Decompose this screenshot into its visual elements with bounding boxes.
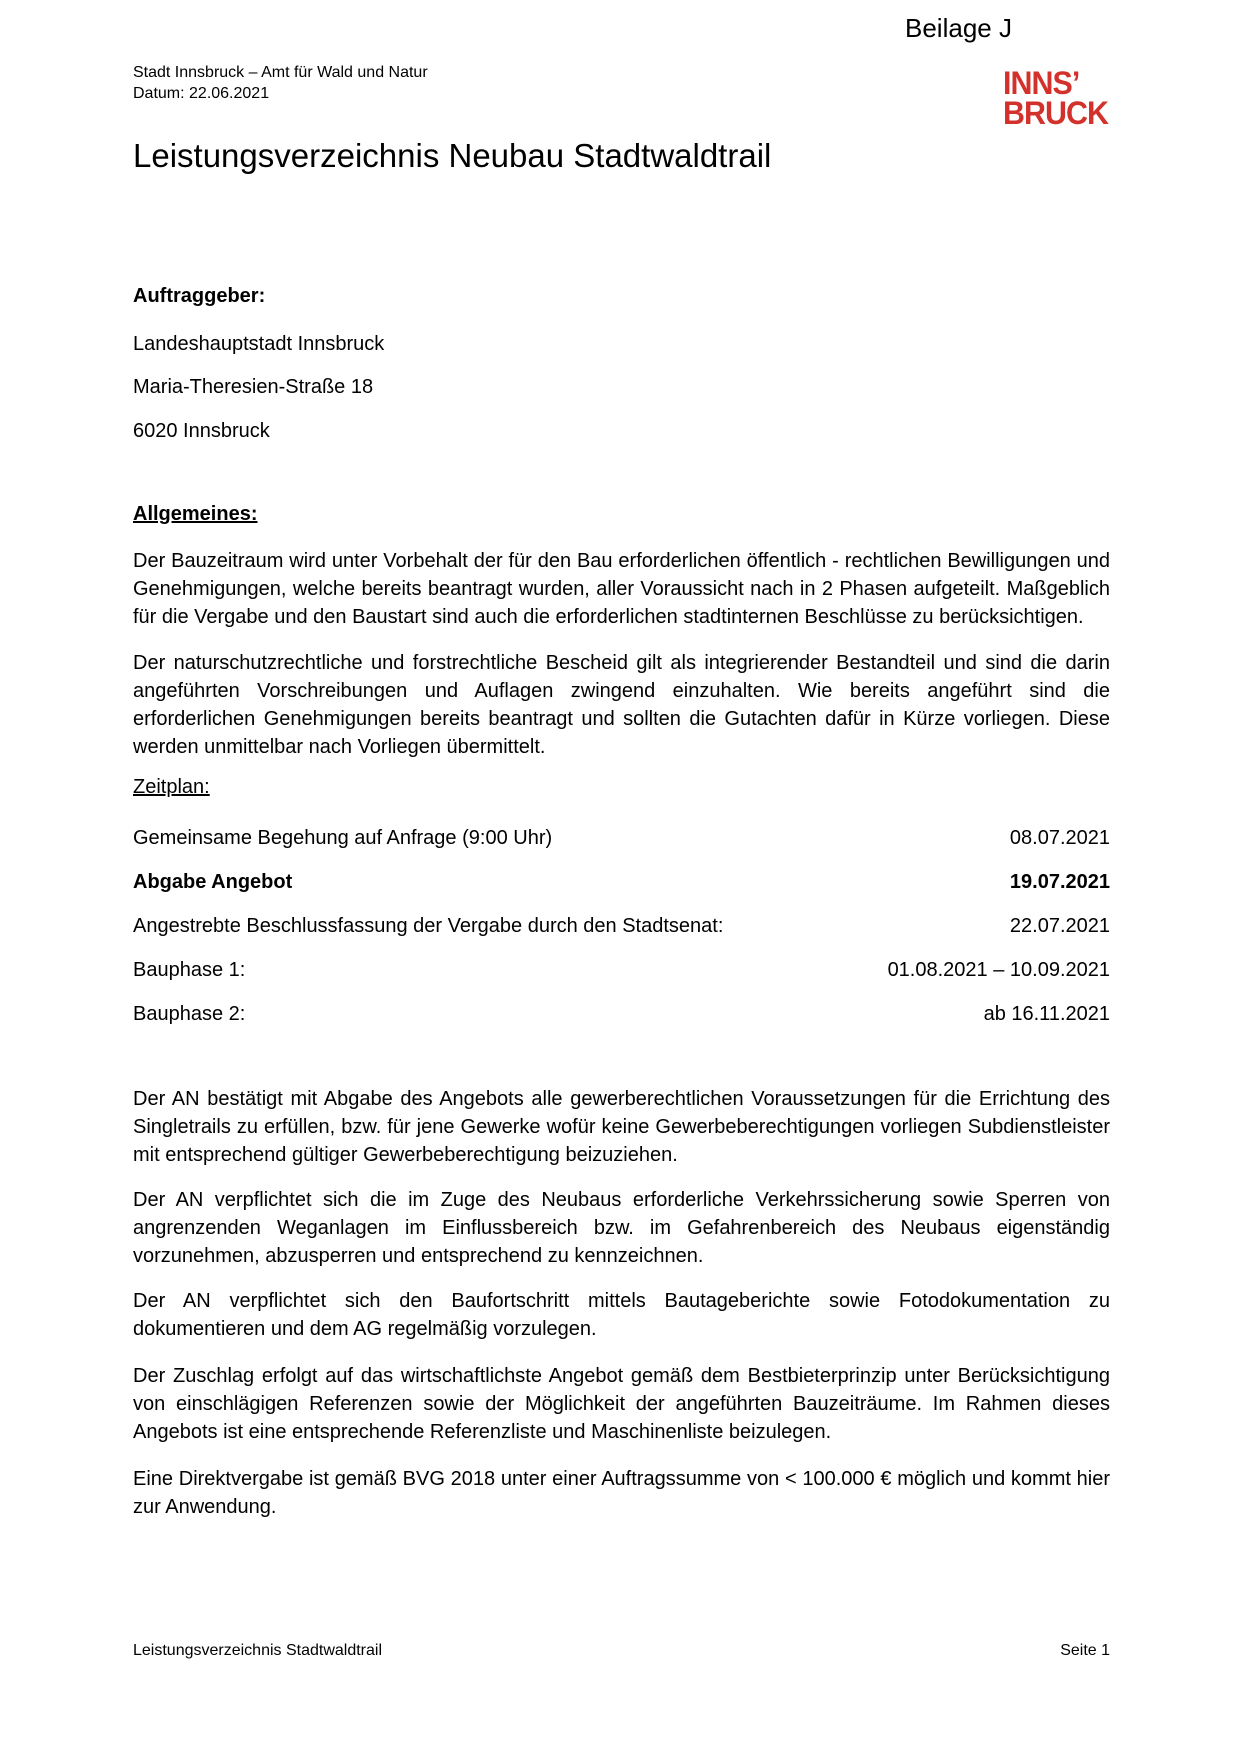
schedule-label: Angestrebte Beschlussfassung der Vergabe durch den Stadtsenat: bbox=[133, 915, 724, 937]
body-paragraph: Der Zuschlag erfolgt auf das wirtschaftlichste Angebot gemäß dem Bestbieterprinzip unter Berücksichtigung von einschlägigen Referenzen sowie der Möglichkeit der angeführten Bauzeiträume. Im Rahmen dieses Angebots ist eine entsprechende Referenzliste und Maschinenliste beizulegen. bbox=[133, 1365, 1110, 1443]
schedule-section-heading: Zeitplan: bbox=[133, 776, 210, 798]
page-footer bbox=[133, 1640, 1110, 1661]
body-paragraph: Der AN bestätigt mit Abgabe des Angebots alle gewerberechtlichen Voraussetzungen für die Errichtung des Singletrails zu erfüllen, bzw. für jene Gewerke wofür keine Gewerbeberechtigungen vorliegen Subdienstleister mit entsprechend gültiger Gewerbeberechtigung beizuziehen. bbox=[133, 1088, 1110, 1166]
schedule-row bbox=[133, 956, 1110, 984]
page-title: Leistungsverzeichnis Neubau Stadtwaldtrail bbox=[133, 137, 772, 174]
schedule-label: Bauphase 2: bbox=[133, 1003, 246, 1025]
schedule-label: Gemeinsame Begehung auf Anfrage (9:00 Uhr) bbox=[133, 827, 553, 849]
general-paragraph: Der naturschutzrechtliche und forstrechtliche Bescheid gilt als integrierender Bestandteil und sind die darin angeführten Vorschreibungen und Auflagen zwingend einzuhalten. Wie bereits angeführt sind die erforderlichen Genehmigungen bereits beantragt und sollten die Gutachten dafür in Kürze vorliegen. Diese werden unmittelbar nach Vorliegen übermittelt. bbox=[133, 652, 1110, 758]
logo-line-bottom: BRUCK bbox=[1003, 95, 1109, 131]
schedule-date: 19.07.2021 bbox=[1009, 871, 1110, 893]
header-date-line: Datum: 22.06.2021 bbox=[133, 85, 270, 102]
schedule-date: 08.07.2021 bbox=[1009, 827, 1110, 849]
footer-document-name: Leistungsverzeichnis Stadtwaldtrail bbox=[133, 1642, 383, 1659]
client-name-line: Landeshauptstadt Innsbruck bbox=[133, 333, 385, 355]
document-header bbox=[133, 62, 428, 104]
body-paragraph: Eine Direktvergabe ist gemäß BVG 2018 unter einer Auftragssumme von < 100.000 € möglich und kommt hier zur Anwendung. bbox=[133, 1468, 1110, 1518]
schedule-label: Abgabe Angebot bbox=[133, 871, 293, 893]
body-paragraph: Der AN verpflichtet sich die im Zuge des Neubaus erforderliche Verkehrssicherung sowie Sperren von angrenzenden Weganlagen im Einflussbereich bzw. im Gefahrenbereich des Neubaus eigenständig vorzunehmen, abzusperren und entsprechend zu kennzeichnen. bbox=[133, 1189, 1110, 1267]
document-body bbox=[133, 136, 1110, 1521]
header-org-line: Stadt Innsbruck – Amt für Wald und Natur bbox=[133, 64, 428, 81]
client-street-line: Maria-Theresien-Straße 18 bbox=[133, 376, 374, 398]
footer-page-number: Seite 1 bbox=[1060, 1642, 1110, 1659]
attachment-label: Beilage J bbox=[905, 13, 1012, 43]
schedule-label: Bauphase 1: bbox=[133, 959, 246, 981]
client-city-line: 6020 Innsbruck bbox=[133, 420, 270, 442]
schedule-row bbox=[133, 824, 1110, 852]
schedule-date: 01.08.2021 – 10.09.2021 bbox=[887, 959, 1110, 981]
schedule-date: ab 16.11.2021 bbox=[983, 1003, 1110, 1025]
schedule-date: 22.07.2021 bbox=[1009, 915, 1110, 937]
client-heading: Auftraggeber: bbox=[133, 285, 266, 307]
general-paragraph: Der Bauzeitraum wird unter Vorbehalt der für den Bau erforderlichen öffentlich - rechtlichen Bewilligungen und Genehmigungen, welche bereits beantragt wurden, aller Voraussicht nach in 2 Phasen aufgeteilt. Maßgeblich für die Vergabe und den Baustart sind auch die erforderlichen stadtinternen Beschlüsse zu berücksichtigen. bbox=[133, 550, 1110, 628]
schedule-row bbox=[133, 912, 1110, 940]
general-section-heading: Allgemeines: bbox=[133, 503, 258, 525]
schedule-row bbox=[133, 1000, 1110, 1028]
schedule-row bbox=[133, 868, 1110, 896]
logo-line-top: INNS’ bbox=[1003, 65, 1080, 101]
schedule-list bbox=[133, 824, 1110, 1028]
innsbruck-logo bbox=[1003, 65, 1109, 131]
body-paragraph: Der AN verpflichtet sich den Baufortschritt mittels Bautageberichte sowie Fotodokumentation zu dokumentieren und dem AG regelmäßig vorzulegen. bbox=[133, 1290, 1110, 1340]
